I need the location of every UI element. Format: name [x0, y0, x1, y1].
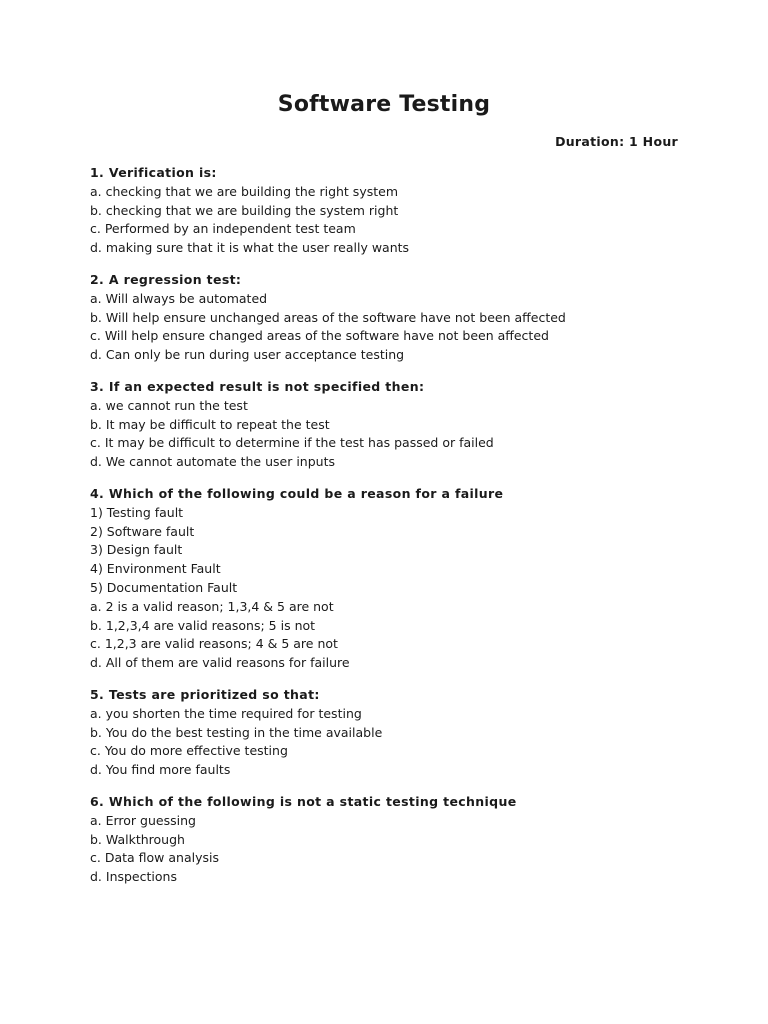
question-3 [90, 378, 710, 472]
page-title: Software Testing [277, 92, 491, 117]
question-1 [90, 164, 710, 258]
question-title: 2. A regression test: [90, 271, 242, 287]
premise-item: 1) Testing fault [90, 504, 184, 520]
answer-option: c. Data flow analysis [90, 850, 219, 866]
question-list [90, 164, 710, 900]
answer-option: a. Error guessing [90, 812, 196, 828]
question-title: 3. If an expected result is not specified then: [90, 378, 425, 394]
answer-option: c. It may be difficult to determine if the test has passed or failed [90, 435, 494, 451]
premise-item: 2) Software fault [90, 523, 195, 539]
answer-option: a. we cannot run the test [90, 397, 248, 413]
answer-option: a. Will always be automated [90, 290, 268, 306]
question-4 [90, 485, 710, 673]
answer-option: d. Can only be run during user acceptance testing [90, 347, 405, 363]
answer-option: c. 1,2,3 are valid reasons; 4 & 5 are not [90, 636, 338, 652]
answer-option: b. You do the best testing in the time available [90, 724, 383, 740]
question-5 [90, 686, 710, 780]
answer-option: b. checking that we are building the system right [90, 202, 399, 218]
answer-option: c. Will help ensure changed areas of the software have not been affected [90, 328, 549, 344]
question-title: 1. Verification is: [90, 165, 217, 180]
answer-option: c. Performed by an independent test team [90, 221, 356, 237]
question-title: 5. Tests are prioritized so that: [90, 686, 320, 702]
premise-item: 3) Design fault [90, 542, 183, 558]
question-title: 6. Which of the following is not a static testing technique [90, 793, 517, 809]
answer-option: a. checking that we are building the right system [90, 183, 399, 199]
answer-option: a. 2 is a valid reason; 1,3,4 & 5 are not [90, 598, 334, 614]
premise-item: 4) Environment Fault [90, 561, 221, 577]
duration-label: Duration: 1 Hour [555, 134, 678, 149]
answer-option: a. you shorten the time required for testing [90, 705, 362, 721]
question-6 [90, 793, 710, 887]
answer-option: b. It may be difficult to repeat the test [90, 416, 330, 432]
premise-item: 5) Documentation Fault [90, 579, 238, 595]
answer-option: d. making sure that it is what the user really wants [90, 240, 410, 256]
answer-option: d. Inspections [90, 869, 177, 885]
question-2 [90, 271, 710, 365]
answer-option: b. 1,2,3,4 are valid reasons; 5 is not [90, 617, 316, 633]
answer-option: d. You find more faults [90, 762, 231, 778]
answer-option: b. Will help ensure unchanged areas of the software have not been affected [90, 309, 566, 325]
answer-option: b. Walkthrough [90, 831, 185, 847]
question-title: 4. Which of the following could be a reason for a failure [90, 485, 504, 501]
answer-option: d. We cannot automate the user inputs [90, 454, 335, 470]
answer-option: d. All of them are valid reasons for failure [90, 655, 350, 671]
answer-option: c. You do more effective testing [90, 743, 288, 759]
